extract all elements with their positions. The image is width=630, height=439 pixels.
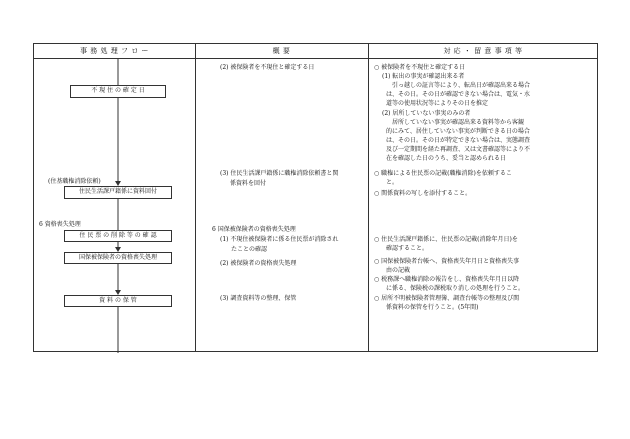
note-1-2a: 居所していない事実が確認出来る資料等から客観 <box>392 119 525 126</box>
header-flow: 事 務 処 理 フ ロ ー <box>80 47 149 55</box>
header-notes: 対 応 ・ 留 意 事 項 等 <box>443 47 523 55</box>
summary-3-line2: 係資料を回付 <box>230 180 267 187</box>
column-divider <box>195 44 196 351</box>
note-6-line1: ○ 税務課へ職権消除の報告をし、資格喪失年月日以降 <box>374 276 520 283</box>
note-1-2: (2) 居所していない事実のみの者 <box>382 110 471 117</box>
flow-box-nonresidence-date: 不 現 住 の 確 定 日 <box>70 85 166 98</box>
flow-side-label: (住基職権消除依頼) <box>48 178 101 185</box>
note-1-2d: 及び一定期間を経た再調査、又は文書確認等により不 <box>386 146 531 153</box>
note-1-1: (1) 転出の事実が確認出来る者 <box>382 73 465 80</box>
note-1-2b: 的にみて、居住していない事実が判断できる日の場合 <box>386 128 530 135</box>
flow-box-forward-documents: 住民生活課戸籍係に資料回付 <box>64 186 172 199</box>
header-summary: 概 要 <box>272 47 291 55</box>
note-5-line1: ○ 国保被保険者台帳へ、資格喪失年月日と資格喪失事 <box>374 258 520 265</box>
summary-2: (2) 被保険者を不現住と確定する日 <box>220 64 315 71</box>
note-4-line2: 確認すること。 <box>386 245 429 252</box>
note-2-line1: ○ 職権による住民票の記載(職権消除)を依頼するこ <box>374 170 512 177</box>
summary-6-1-line1: (1) 不現住被保険者に係る住民票が消除され <box>220 236 339 243</box>
note-7-line1: ○ 居所不明被保険者管理簿、調査台帳等の整理及び関 <box>374 295 520 302</box>
flow-section-label: 6 資格喪失処理 <box>39 221 81 228</box>
note-7-line2: 係資料の保管を行うこと。(5年間) <box>386 304 479 311</box>
summary-6-1-line2: たことの確認 <box>231 246 268 253</box>
note-1-1a: 引っ越しの証言等により、転出日が確認出来る場合 <box>392 82 531 89</box>
summary-6: 6 国保被保険者の資格喪失処理 <box>212 226 296 233</box>
flow-table <box>33 43 598 352</box>
note-1: ○ 被保険者を不現住と確定する日 <box>374 64 466 71</box>
flow-box-confirm-deletion: 住 民 票 の 削 除 等 の 確 認 <box>64 230 172 242</box>
flow-box-storage: 資 料 の 保 管 <box>64 295 172 307</box>
note-6-line2: に係る、保険税の課税取り消しの処理を行うこと。 <box>386 285 525 292</box>
column-divider <box>368 44 369 351</box>
note-1-1b: は、その日。その日が確認できない場合は、電気・水 <box>386 91 531 98</box>
note-1-2c: は、その日。その日が特定できない場合は、実態調査 <box>386 137 531 144</box>
summary-3-line1: (3) 住民生活課戸籍係に職権消除依頼書と関 <box>220 170 339 177</box>
note-1-1c: 道等の使用状況等によりその日を推定 <box>386 100 489 107</box>
summary-6-3: (3) 調査資料等の整理、保管 <box>220 295 297 302</box>
note-1-2e: 在を確認した日のうち、妥当と認められる日 <box>386 155 507 162</box>
flow-box-loss-processing: 国保被保険者の資格喪失処理 <box>64 252 172 264</box>
note-5-line2: 由の記載 <box>386 267 411 274</box>
note-4-line1: ○ 住民生活課戸籍係に、住民票の記載(消除年月日)を <box>374 236 518 243</box>
note-2-line2: と。 <box>386 179 399 186</box>
summary-6-2: (2) 被保険者の資格喪失処理 <box>220 260 297 267</box>
note-3: ○ 関係資料の写しを添付すること。 <box>374 190 472 197</box>
